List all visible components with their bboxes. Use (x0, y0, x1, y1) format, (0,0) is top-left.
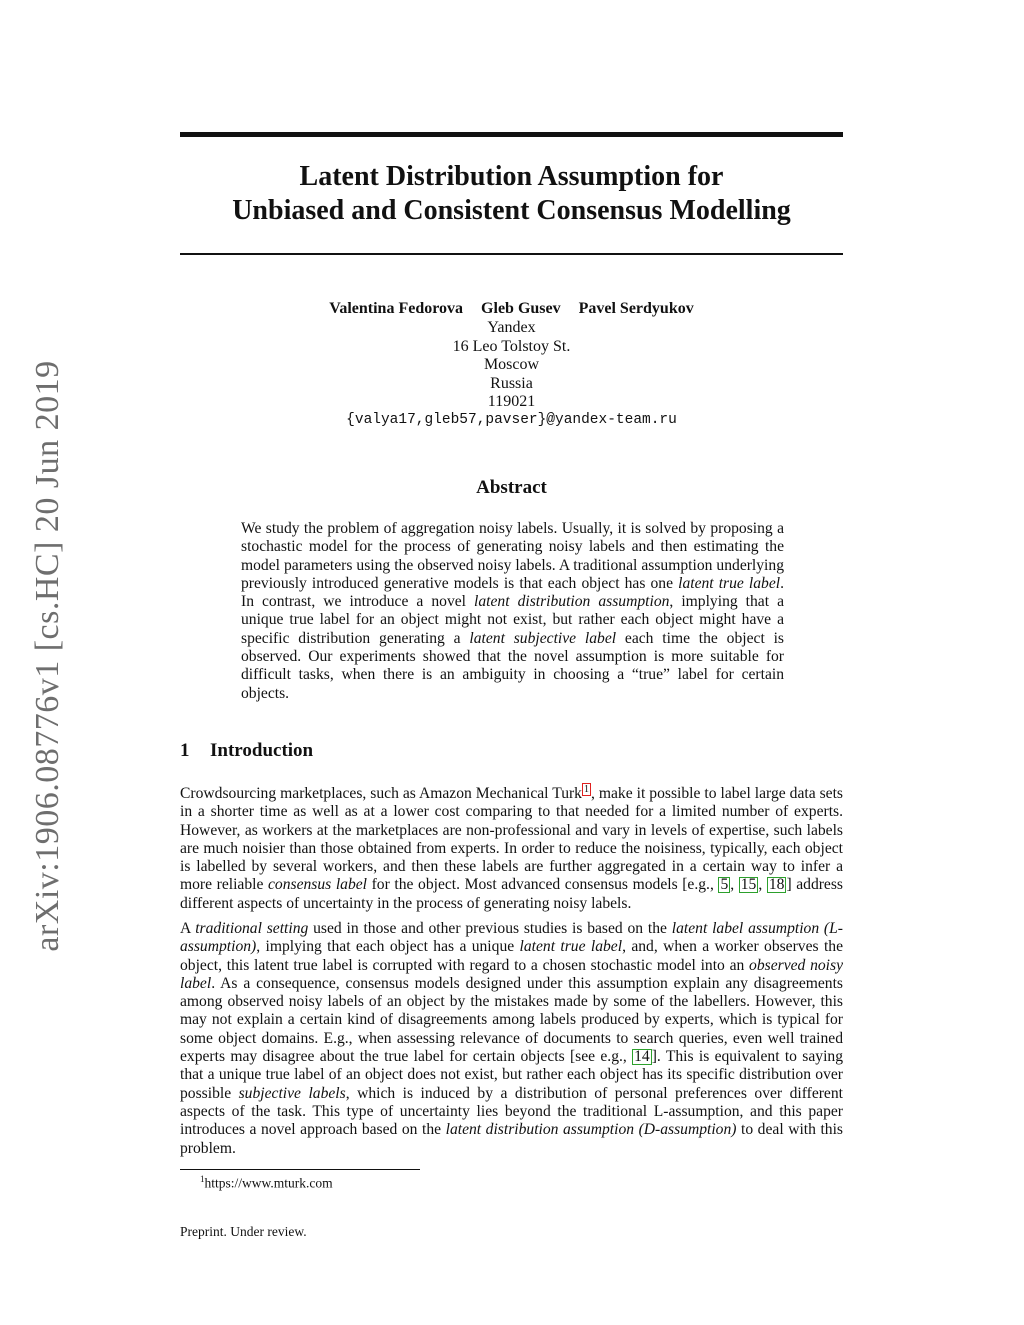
section-title: Introduction (210, 740, 314, 761)
citation-link[interactable]: 18 (768, 876, 785, 894)
author-names (180, 300, 843, 318)
paragraph-emphasis: subjective labels (238, 1084, 346, 1102)
abstract-emphasis: latent distribution assumption (474, 593, 670, 611)
address-street: 16 Leo Tolstoy St. (452, 337, 571, 355)
address-city: Moscow (483, 356, 540, 374)
paragraph-text: . As a consequence, consensus models designed under this assumption explain any disagreements among observed noisy labels of an object by the mistakes made by some of the labellers. However, this may not explain a certain kind of disagreements among labels produced by experts, which is typical for some object domains. E.g., when assessing relevance of documents to search queries, even well trained experts may disagree about the true label for certain objects [see e.g., (180, 974, 843, 1066)
abstract-heading: Abstract (476, 477, 547, 498)
paragraph-text: used in those and other previous studies is based on the (308, 920, 672, 937)
paragraph-emphasis: observed noisy label (180, 956, 843, 992)
footnote-link[interactable]: 1 (583, 784, 589, 795)
abstract-emphasis: latent subjective label (469, 629, 617, 647)
section-number: 1 (180, 740, 190, 761)
abstract-body (241, 520, 784, 703)
title-line-2: Unbiased and Consistent Consensus Modelling (232, 195, 791, 226)
paragraph-emphasis: latent distribution assumption (D-assumption) (445, 1121, 737, 1139)
arxiv-identifier (28, 356, 68, 956)
paragraph-emphasis: traditional setting (195, 920, 309, 937)
paragraph-text: , and, when a worker observes the object, this latent true label is corrupted with regard to a chosen stochastic model into an (180, 938, 843, 974)
footnote-url[interactable]: https://www.mturk.com (204, 1175, 333, 1191)
citation-link[interactable]: 5 (720, 876, 729, 894)
title-top-rule (180, 132, 843, 137)
citation-link[interactable]: 14 (634, 1048, 650, 1066)
paper-title (180, 160, 843, 228)
abstract-text: each time the object is observed. Our experiments showed that the novel assumption is more suitable for difficult tasks, when there is an ambiguity in choosing a “true” label for certain objects. (241, 629, 784, 702)
abstract-emphasis: latent true label (678, 574, 781, 592)
author-name: Pavel Serdyukov (578, 300, 694, 317)
author-emails[interactable]: {valya17,gleb57,pavser}@yandex-team.ru (346, 412, 677, 429)
intro-paragraph-2 (180, 920, 843, 1158)
paragraph-emphasis: latent true label (519, 938, 623, 956)
preprint-note: Preprint. Under review. (180, 1224, 307, 1239)
paragraph-text: for the object. Most advanced consensus models [e.g., (367, 876, 719, 894)
paragraph-text: ] address different aspects of uncertainty in the process of generating noisy labels. (180, 876, 843, 912)
abstract-text: , implying that a unique true label for an object might not exist, but rather each object might have a specific distribution generating a (241, 593, 785, 647)
paragraph-emphasis: consensus label (268, 876, 368, 894)
address-postcode: 119021 (487, 393, 536, 411)
footnote-mark: 1 (200, 1174, 205, 1184)
title-bottom-rule (180, 253, 843, 255)
paragraph-text: , implying that each object has a unique (256, 938, 520, 956)
address-country: Russia (490, 374, 533, 392)
paragraph-text: ]. This is equivalent to saying that a unique true label of an object does not exist, but rather each object has its specific distribution over possible (180, 1048, 844, 1102)
citation-link[interactable]: 15 (740, 876, 757, 894)
footnote-rule (180, 1169, 420, 1170)
title-line-1: Latent Distribution Assumption for (299, 161, 724, 192)
paragraph-text: , make it possible to label large data sets in a shorter time as well as at a lower cost comparing to that needed for a limited number of experts. However, as workers at the marketplaces are non-professional and vary in levels of expertise, such labels are much noisier than those obtained from experts. In order to reduce the noisiness, typically, each object is labelled by several workers, and then these labels are further aggregated in a certain way to infer a more reliable (180, 785, 844, 894)
author-name: Gleb Gusev (481, 300, 561, 317)
footnote (200, 1174, 333, 1192)
arxiv-identifier-text: arXiv:1906.08776v1 [cs.HC] 20 Jun 2019 (29, 360, 66, 952)
intro-paragraph-1: Crowdsourcing marketplaces, such as Amazon Mechanical Turk 1 , make it possible to label large data sets in a shorter time as well as at a lower cost comparing to that needed for a limited number of experts. However, as workers at the marketplaces are non-professional and vary in levels of expertise, such labels are much noisier than those obtained from experts. In order to reduce the noisiness, typically, each object is labelled by several workers, and then these labels are further aggregated in a certain way to infer a more reliable consensus label for the object. Most advanced consensus models [e.g., 5 , 15 , 18 ] address different aspects of uncertainty in the process of generating noisy labels. (180, 784, 844, 912)
paragraph-text: to deal with this problem. (180, 1121, 843, 1157)
section-heading-introduction (180, 740, 313, 762)
paragraph-text: A (180, 920, 196, 937)
author-name: Valentina Fedorova (329, 300, 464, 317)
affiliation: Yandex (487, 319, 536, 337)
abstract-text: We study the problem of aggregation noisy labels. Usually, it is solved by proposing a stochastic model for the process of generating noisy labels and then estimating the model parameters using the observed noisy labels. A traditional assumption underlying previously introduced generative models is that each object has one (241, 520, 784, 592)
author-block (180, 300, 843, 430)
paragraph-emphasis: latent label assumption (L-assumption) (180, 920, 843, 956)
abstract-text: . In contrast, we introduce a novel (241, 574, 784, 611)
paragraph-text: , which is induced by a distribution of personal preferences over different aspects of the task. This type of uncertainty lies beyond the traditional L-assumption, and this paper introduces a novel approach based on the (180, 1084, 843, 1139)
paragraph-text: Crowdsourcing marketplaces, such as Amazon Mechanical Turk (180, 785, 582, 802)
